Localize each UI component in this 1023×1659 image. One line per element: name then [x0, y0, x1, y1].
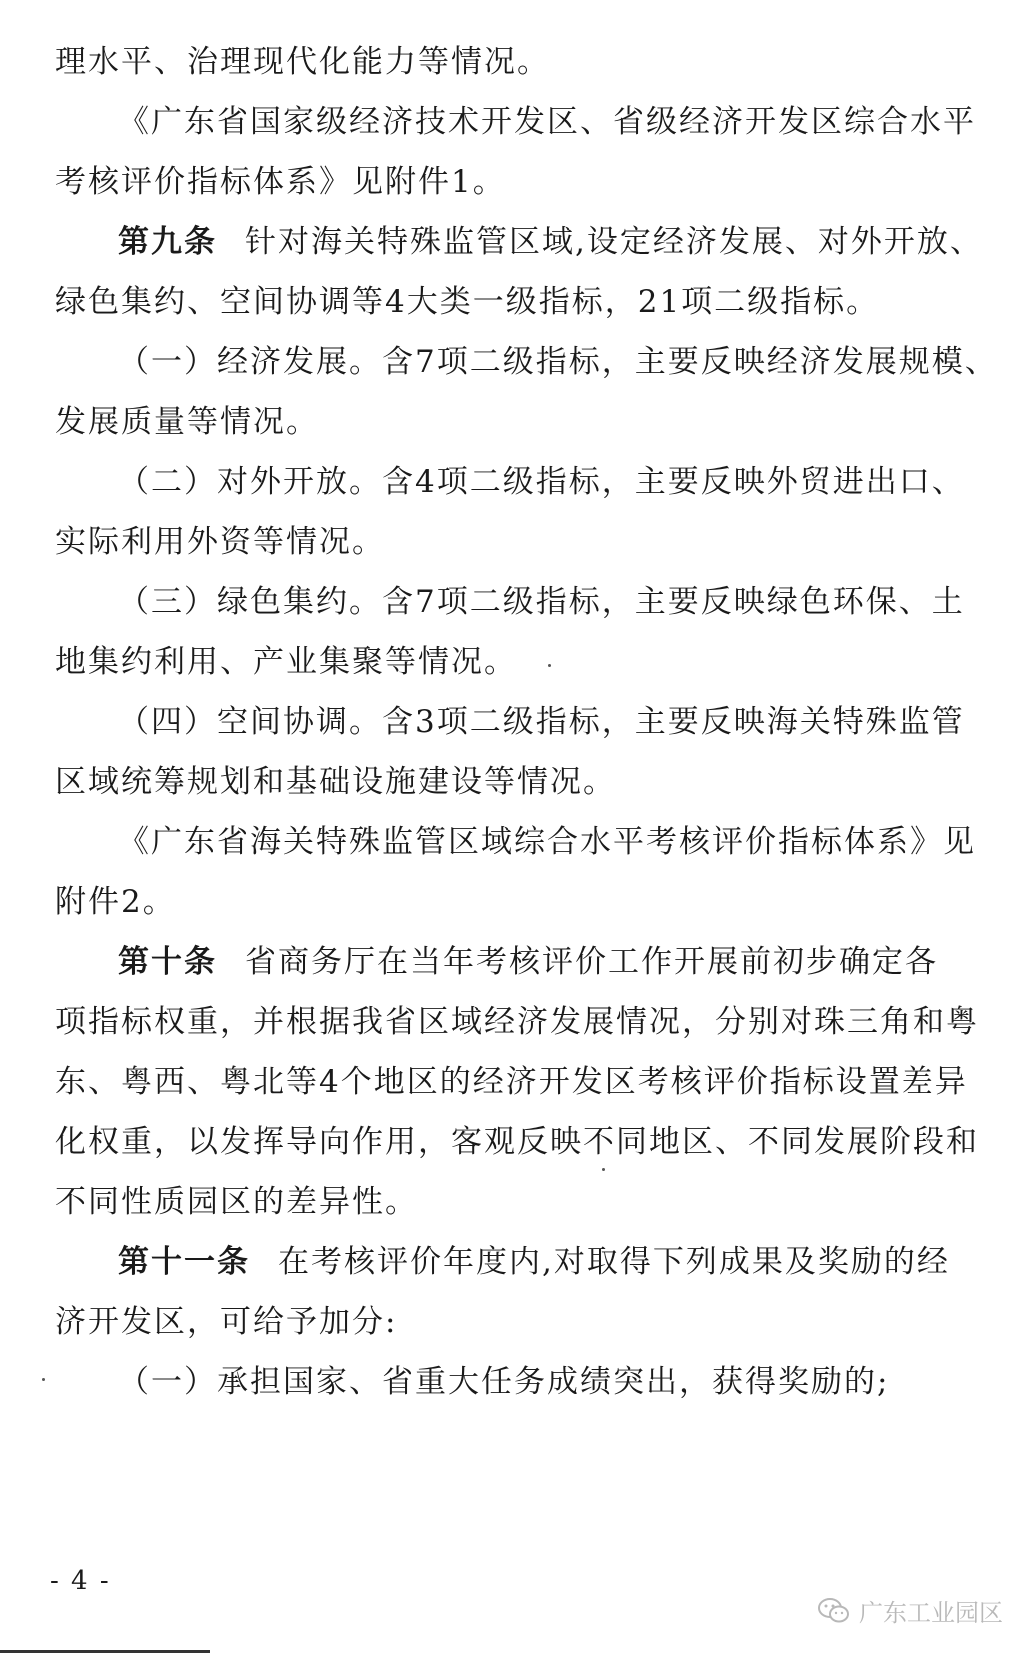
line-text: （一）经济发展。含7项二级指标，主要反映经济发展规模、: [118, 344, 998, 380]
article-heading: 第十条: [118, 944, 217, 980]
bottom-rule: [0, 1650, 210, 1653]
line-text: 针对海关特殊监管区域,设定经济发展、对外开放、: [245, 224, 983, 260]
line-text: 区域统筹规划和基础设施建设等情况。: [55, 764, 616, 800]
line-text: 实际利用外资等情况。: [55, 524, 385, 560]
article-11-line: [118, 1242, 988, 1282]
watermark: [817, 1593, 1003, 1628]
line-text: 绿色集约、空间协调等4大类一级指标，21项二级指标。: [55, 284, 880, 320]
text-line: [55, 882, 985, 922]
line-text: 在考核评价年度内,对取得下列成果及奖励的经: [278, 1244, 950, 1280]
line-text: 理水平、治理现代化能力等情况。: [55, 44, 550, 80]
line-text: （二）对外开放。含4项二级指标，主要反映外贸进出口、: [118, 464, 965, 500]
article-10-line: [118, 942, 988, 982]
line-text: （一）承担国家、省重大任务成绩突出，获得奖励的;: [118, 1364, 890, 1400]
text-line: [55, 1182, 985, 1222]
text-line: [55, 402, 985, 442]
text-line: [118, 462, 988, 502]
text-line: [55, 282, 985, 322]
text-line: [118, 102, 988, 142]
text-line: [55, 642, 985, 682]
text-line: [118, 1362, 988, 1402]
text-line: [55, 42, 985, 82]
text-line: [55, 162, 985, 202]
line-text: 地集约利用、产业集聚等情况。: [55, 644, 517, 680]
line-text: 《广东省国家级经济技术开发区、省级经济开发区综合水平: [118, 104, 976, 140]
text-line: [118, 342, 998, 382]
wechat-icon: [817, 1596, 851, 1626]
text-line: [55, 762, 985, 802]
text-line: [55, 1062, 985, 1102]
line-text: （四）空间协调。含3项二级指标，主要反映海关特殊监管: [118, 704, 965, 740]
line-text: 附件2。: [55, 884, 176, 920]
scan-speck: [602, 1168, 605, 1171]
text-line: [55, 1002, 985, 1042]
line-text: 发展质量等情况。: [55, 404, 319, 440]
text-line: [118, 702, 988, 742]
scan-speck: [548, 664, 551, 667]
article-heading: 第十一条: [118, 1244, 250, 1280]
article-heading: 第九条: [118, 224, 217, 260]
watermark-text: 广东工业园区: [859, 1599, 1003, 1627]
text-line: [55, 1122, 985, 1162]
line-text: （三）绿色集约。含7项二级指标，主要反映绿色环保、土: [118, 584, 965, 620]
line-text: 化权重，以发挥导向作用，客观反映不同地区、不同发展阶段和: [55, 1124, 979, 1160]
line-text: 省商务厅在当年考核评价工作开展前初步确定各: [245, 944, 938, 980]
scan-speck: [42, 1378, 45, 1381]
text-line: [55, 1302, 985, 1342]
text-line: [118, 822, 988, 862]
line-text: 考核评价指标体系》见附件1。: [55, 164, 506, 200]
line-text: 项指标权重，并根据我省区域经济发展情况，分别对珠三角和粤: [55, 1004, 979, 1040]
line-text: 东、粤西、粤北等4个地区的经济开发区考核评价指标设置差异: [55, 1064, 968, 1100]
text-line: [118, 582, 988, 622]
line-text: 《广东省海关特殊监管区域综合水平考核评价指标体系》见: [118, 824, 976, 860]
page-number: - 4 -: [50, 1566, 111, 1596]
line-text: 不同性质园区的差异性。: [55, 1184, 418, 1220]
text-line: [55, 522, 985, 562]
line-text: 济开发区，可给予加分:: [55, 1304, 398, 1340]
article-9-line: [118, 222, 988, 262]
